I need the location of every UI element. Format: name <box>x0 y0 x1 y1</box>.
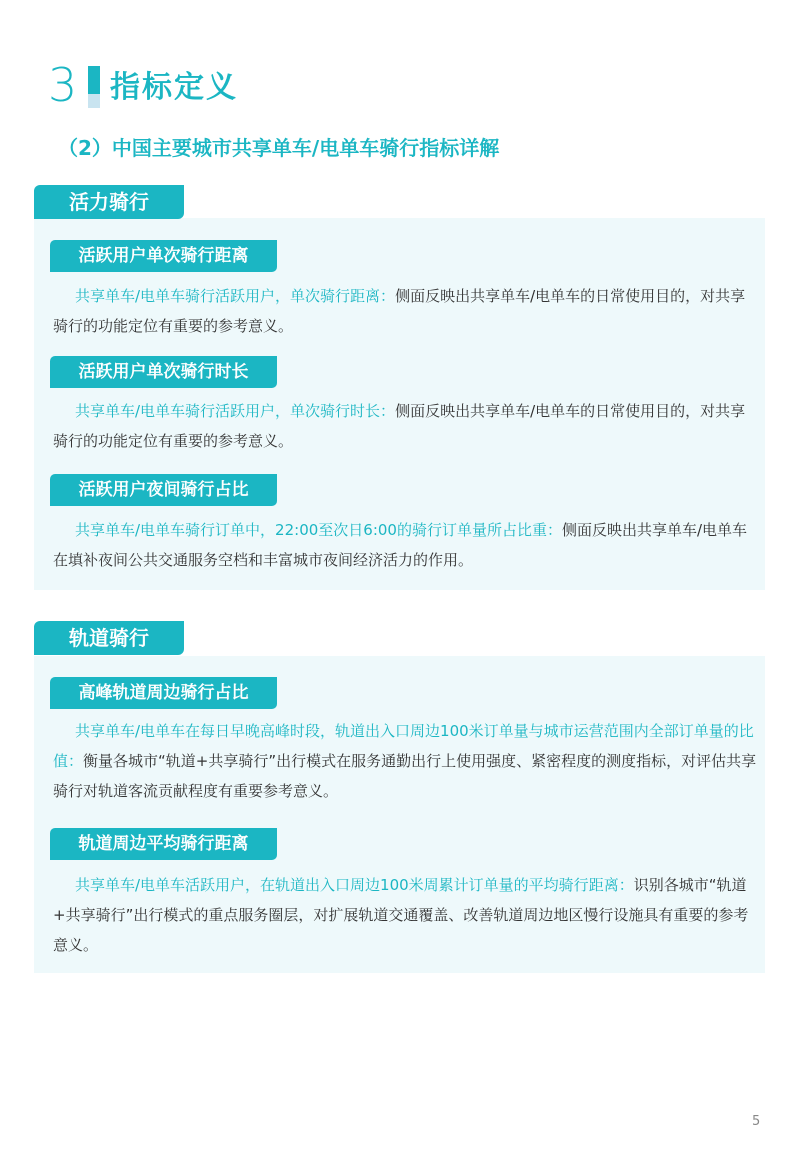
metric-label-rail-avg-distance: 轨道周边平均骑行距离 <box>50 828 277 860</box>
metric-highlight: 共享单车/电单车骑行活跃用户，单次骑行距离： <box>75 287 396 305</box>
metric-description <box>53 716 759 806</box>
page-subtitle: （2）中国主要城市共享单车/电单车骑行指标详解 <box>58 136 500 160</box>
metric-description <box>53 281 759 341</box>
page-number: 5 <box>752 1114 761 1129</box>
metric-text: 侧面反映出共享单车/电单车的日常使用目的，对共享骑行的功能定位有重要的参考意义。 <box>53 402 746 450</box>
chapter-bar-accent-icon <box>88 94 100 108</box>
metric-description <box>53 515 759 575</box>
metric-text: 侧面反映出共享单车/电单车的日常使用目的，对共享骑行的功能定位有重要的参考意义。 <box>53 287 746 335</box>
metric-text: 衡量各城市“轨道+共享骑行”出行模式在服务通勤出行上使用强度、紧密程度的测度指标，对评估共享骑行对轨道客流贡献程度有重要参考意义。 <box>53 752 757 800</box>
metric-label-ride-distance: 活跃用户单次骑行距离 <box>50 240 277 272</box>
metric-label-peak-rail-share: 高峰轨道周边骑行占比 <box>50 677 277 709</box>
section-tag-vitality: 活力骑行 <box>34 185 184 219</box>
chapter-number: 3 <box>48 58 78 112</box>
metric-text: 识别各城市“轨道+共享骑行”出行模式的重点服务圈层，对扩展轨道交通覆盖、改善轨道周边地区慢行设施具有重要的参考意义。 <box>53 876 749 954</box>
metric-highlight: 共享单车/电单车骑行活跃用户，单次骑行时长： <box>75 402 396 420</box>
metric-description <box>53 396 759 456</box>
metric-highlight: 共享单车/电单车活跃用户，在轨道出入口周边100米周累计订单量的平均骑行距离： <box>75 876 634 894</box>
metric-highlight: 共享单车/电单车在每日早晚高峰时段，轨道出入口周边100米订单量与城市运营范围内全部订单量的比值： <box>53 722 754 770</box>
chapter-bar-icon <box>88 66 100 94</box>
chapter-title: 指标定义 <box>110 70 238 105</box>
metric-label-night-ride-share: 活跃用户夜间骑行占比 <box>50 474 277 506</box>
metric-text: 侧面反映出共享单车/电单车在填补夜间公共交通服务空档和丰富城市夜间经济活力的作用。 <box>53 521 748 569</box>
metric-description <box>53 870 759 960</box>
metric-highlight: 共享单车/电单车骑行订单中，22:00至次日6:00的骑行订单量所占比重： <box>75 521 562 539</box>
section-tag-rail: 轨道骑行 <box>34 621 184 655</box>
metric-label-ride-duration: 活跃用户单次骑行时长 <box>50 356 277 388</box>
